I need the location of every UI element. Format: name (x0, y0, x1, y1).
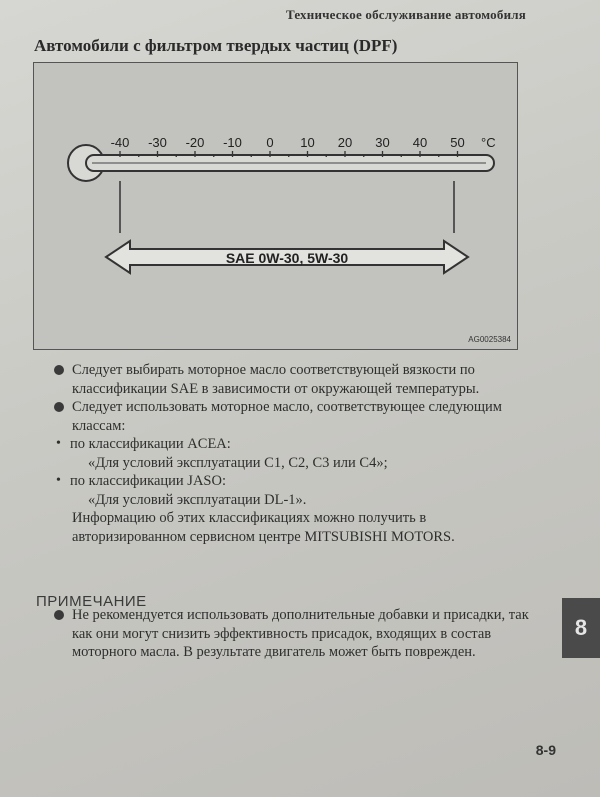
scale-label: 30 (375, 135, 390, 150)
scale-label: -10 (223, 135, 242, 150)
section-title: Автомобили с фильтром твердых частиц (DPF) (34, 36, 398, 55)
oil-grade-label: SAE 0W-30, 5W-30 (225, 250, 349, 266)
scale-label: 40 (412, 135, 428, 150)
jaso-value: «Для условий эксплуатации DL-1». (88, 491, 307, 508)
running-header: Техническое обслуживание автомобиля (285, 7, 526, 22)
temperature-viscosity-figure (33, 62, 518, 350)
scale-label: -30 (148, 135, 167, 150)
paragraph-viscosity: Следует выбирать моторное масло соответствующей вязкости по классификации SAE в зависимости от окружающей температуры. (70, 361, 540, 398)
scale-label: 10 (300, 135, 315, 150)
scale-label: -20 (185, 135, 205, 150)
scale-label: 0 (266, 135, 274, 150)
dot-icon: • (56, 436, 61, 451)
list-item-jaso: • по классификации JASO: (56, 473, 226, 489)
unit-label: °C (481, 135, 496, 150)
bullet-icon (54, 610, 64, 620)
figure-code: AG0025384 (468, 335, 511, 344)
bullet-icon (54, 365, 64, 375)
page-number: 8-9 (535, 742, 556, 758)
note-text: Не рекомендуется использовать дополнительные добавки и присадки, так как они могут снизить эффективность присадок, входящих в состав моторного масла. В результате двигатель может быть поврежден. (72, 607, 529, 660)
thermometer-diagram (34, 63, 517, 349)
acea-value: «Для условий эксплуатации C1, C2, C3 или C4»; (88, 454, 388, 471)
chapter-tab: 8 (562, 598, 600, 658)
scale-labels (111, 135, 465, 150)
note-title: ПРИМЕЧАНИЕ (36, 593, 147, 610)
paragraph-classes: Следует использовать моторное масло, соответствующее следующим классам: (70, 398, 540, 435)
list-item-acea: • по классификации ACEA: (56, 436, 231, 452)
note-block (70, 606, 550, 662)
dot-icon: • (56, 473, 61, 488)
paragraph-info: Информацию об этих классификациях можно получить в авторизированном сервисном центре MITSUBISHI MOTORS. (72, 510, 455, 545)
recommendations (56, 361, 540, 546)
bullet-icon (54, 402, 64, 412)
scale-label: 50 (450, 135, 465, 150)
scale-label: -40 (110, 135, 130, 150)
scale-label: 20 (337, 135, 353, 150)
